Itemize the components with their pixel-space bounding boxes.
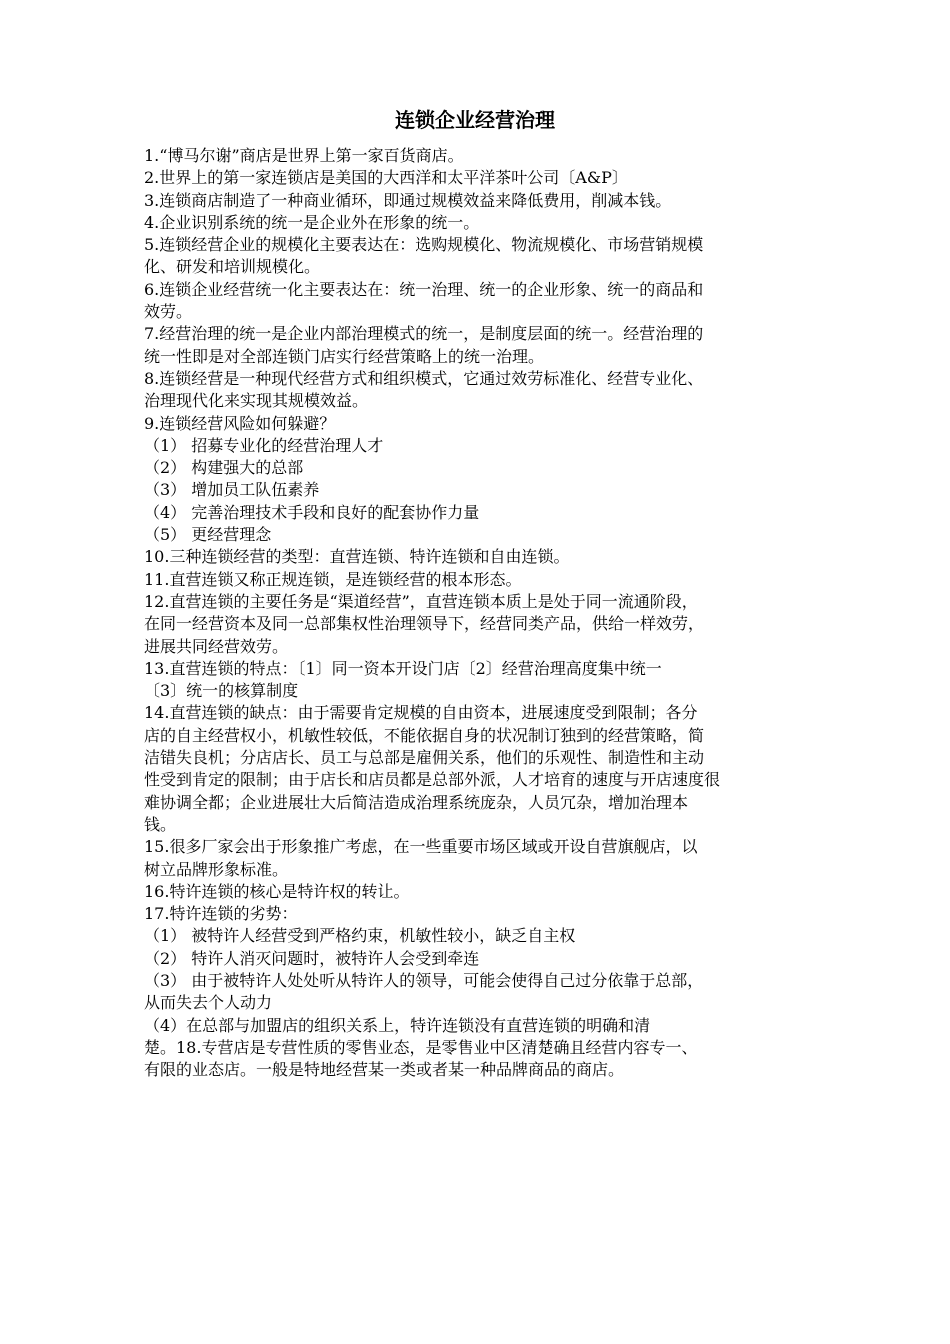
body-line: 〔3〕统一的核算制度: [144, 681, 299, 701]
body-line: 14.直营连锁的缺点：由于需要肯定规模的自由资本，进展速度受到限制；各分: [144, 703, 698, 723]
body-line: 12.直营连锁的主要任务是“渠道经营”，直营连锁本质上是处于同一流通阶段，: [144, 591, 698, 611]
body-line: 10.三种连锁经营的类型：直营连锁、特许连锁和自由连锁。: [144, 547, 570, 567]
body-line: 8.连锁经营是一种现代经营方式和组织模式，它通过效劳标准化、经营专业化、: [144, 368, 704, 388]
body-line: 钱。: [144, 814, 177, 834]
body-line: 1.“博马尔谢”商店是世界上第一家百货商店。: [144, 146, 464, 165]
body-line: 难协调全都；企业进展壮大后简洁造成治理系统庞杂，人员冗杂，增加治理本: [144, 792, 689, 812]
body-line: 有限的业态店。一般是特地经营某一类或者某一种品牌商品的商店。: [144, 1060, 625, 1080]
body-line: （3） 增加员工队伍素养: [144, 480, 320, 500]
body-line: 统一性即是对全部连锁门店实行经营策略上的统一治理。: [144, 346, 545, 366]
body-line: 9.连锁经营风险如何躲避？: [144, 413, 336, 433]
body-line: 11.直营连锁又称正规连锁，是连锁经营的根本形态。: [144, 569, 522, 589]
body-line: 进展共同经营效劳。: [144, 636, 289, 656]
body-line: 树立品牌形象标准。: [144, 859, 289, 879]
body-line: 化、研发和培训规模化。: [144, 257, 321, 277]
body-line: 店的自主经营权小，机敏性较低，不能依据自身的状况制订独到的经营策略，简: [144, 725, 705, 745]
body-line: 性受到肯定的限制；由于店长和店员都是总部外派，人才培育的速度与开店速度很: [144, 770, 721, 790]
body-line: （4） 完善治理技术手段和良好的配套协作力量: [144, 502, 480, 522]
body-line: 5.连锁经营企业的规模化主要表达在：选购规模化、物流规模化、市场营销规模: [144, 235, 704, 255]
body-line: 楚。18.专营店是专营性质的零售业态，是零售业中区清楚确且经营内容专一、: [144, 1037, 698, 1057]
body-line: 洁错失良机；分店店长、员工与总部是雇佣关系，他们的乐观性、制造性和主动: [144, 748, 705, 768]
body-line: 13.直营连锁的特点：〔1〕同一资本开设门店〔2〕经营治理高度集中统一: [144, 658, 662, 678]
body-line: （3） 由于被特许人处处听从特许人的领导，可能会使得自己过分依靠于总部，: [144, 970, 704, 990]
body-line: 治理现代化来实现其规模效益。: [144, 391, 369, 411]
body-line: （5） 更经营理念: [144, 525, 272, 545]
body-line: 从而失去个人动力: [144, 993, 273, 1013]
body-line: 15.很多厂家会出于形象推广考虑，在一些重要市场区域或开设自营旗舰店，以: [144, 837, 698, 857]
body-line: （4）在总部与加盟店的组织关系上，特许连锁没有直营连锁的明确和清: [144, 1015, 651, 1035]
body-line: （1） 招募专业化的经营治理人才: [144, 435, 384, 455]
body-line: 3.连锁商店制造了一种商业循环，即通过规模效益来降低费用，削减本钱。: [144, 190, 672, 210]
body-line: 7.经营治理的统一是企业内部治理模式的统一，是制度层面的统一。经营治理的: [144, 324, 704, 344]
body-line: 效劳。: [144, 302, 193, 322]
body-line: 16.特许连锁的核心是特许权的转让。: [144, 881, 410, 901]
body-line: 17.特许连锁的劣势：: [144, 904, 298, 924]
body-line: （2） 特许人消灭问题时，被特许人会受到牵连: [144, 948, 480, 968]
body-line: （2） 构建强大的总部: [144, 458, 304, 478]
document-title: 连锁企业经营治理: [395, 108, 555, 132]
body-line: （1） 被特许人经营受到严格约束，机敏性较小，缺乏自主权: [144, 926, 576, 946]
body-line: 在同一经营资本及同一总部集权性治理领导下，经营同类产品，供给一样效劳，: [144, 614, 705, 634]
document-body: [144, 145, 816, 1081]
body-line: 2.世界上的第一家连锁店是美国的大西洋和太平洋茶叶公司〔A&P〕: [144, 168, 628, 188]
body-line: 6.连锁企业经营统一化主要表达在：统一治理、统一的企业形象、统一的商品和: [144, 279, 704, 299]
body-line: 4.企业识别系统的统一是企业外在形象的统一。: [144, 212, 480, 232]
